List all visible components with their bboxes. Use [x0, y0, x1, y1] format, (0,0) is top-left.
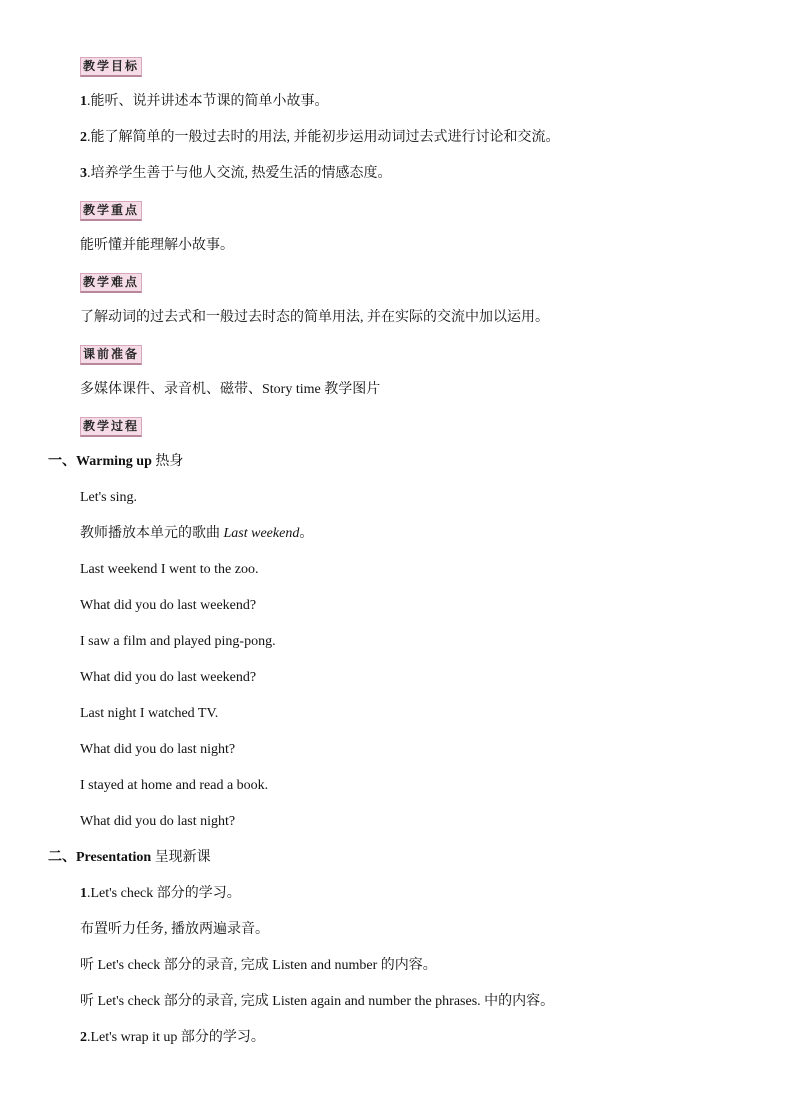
objective-3-num: 3: [80, 166, 87, 181]
lyric-line: What did you do last night?: [80, 742, 236, 757]
objective-3-text: .培养学生善于与他人交流, 热爱生活的情感态度。: [87, 166, 392, 181]
song-title: Last weekend: [223, 526, 300, 541]
presentation-line-2: 布置听力任务, 播放两遍录音。: [80, 922, 269, 937]
section-tag-key-points: 教学重点: [80, 201, 142, 221]
lyric-line: I stayed at home and read a book.: [80, 778, 269, 793]
warmup-heading-num: 一、: [48, 454, 76, 469]
warmup-heading: [48, 453, 183, 471]
lyric-line: Last night I watched TV.: [80, 706, 219, 721]
lyric-line: What did you do last weekend?: [80, 598, 257, 613]
objective-3: [80, 165, 392, 183]
objective-2-num: 2: [80, 130, 87, 145]
key-points-text: 能听懂并能理解小故事。: [80, 238, 234, 253]
lets-sing: Let's sing.: [80, 490, 137, 505]
song-intro: [80, 525, 313, 543]
difficulties-text: 了解动词的过去式和一般过去时态的简单用法, 并在实际的交流中加以运用。: [80, 310, 549, 325]
presentation-item-2: [80, 1029, 265, 1047]
objective-1: [80, 93, 329, 111]
presentation-item-1: [80, 885, 241, 903]
song-intro-post: 。: [299, 526, 314, 541]
presentation-heading: [48, 849, 211, 867]
section-tag-difficulties: 教学难点: [80, 273, 142, 293]
lyric-line: What did you do last weekend?: [80, 670, 257, 685]
presentation-heading-en: Presentation: [76, 850, 152, 865]
objective-2: [80, 129, 560, 147]
objective-1-num: 1: [80, 94, 87, 109]
section-tag-process: 教学过程: [80, 417, 142, 437]
lyric-line: I saw a film and played ping-pong.: [80, 634, 276, 649]
preparation-text: 多媒体课件、录音机、磁带、Story time 教学图片: [80, 382, 381, 397]
objective-2-text: .能了解简单的一般过去时的用法, 并能初步运用动词过去式进行讨论和交流。: [87, 130, 560, 145]
presentation-line-3: 听 Let's check 部分的录音, 完成 Listen and number 的内容。: [80, 958, 437, 973]
presentation-heading-num: 二、: [48, 850, 76, 865]
presentation-item-2-text: .Let's wrap it up 部分的学习。: [87, 1030, 265, 1045]
presentation-item-1-num: 1: [80, 886, 87, 901]
section-tag-preparation: 课前准备: [80, 345, 142, 365]
warmup-heading-cn: 热身: [151, 454, 184, 469]
presentation-heading-cn: 呈现新课: [151, 850, 211, 865]
presentation-item-2-num: 2: [80, 1030, 87, 1045]
song-intro-pre: 教师播放本单元的歌曲: [80, 526, 224, 541]
objective-1-text: .能听、说并讲述本节课的简单小故事。: [87, 94, 329, 109]
presentation-line-4: 听 Let's check 部分的录音, 完成 Listen again and number the phrases. 中的内容。: [80, 994, 555, 1009]
lyric-line: What did you do last night?: [80, 814, 236, 829]
lyric-line: Last weekend I went to the zoo.: [80, 562, 259, 577]
section-tag-objectives: 教学目标: [80, 57, 142, 77]
warmup-heading-en: Warming up: [76, 454, 152, 469]
presentation-item-1-text: .Let's check 部分的学习。: [87, 886, 241, 901]
